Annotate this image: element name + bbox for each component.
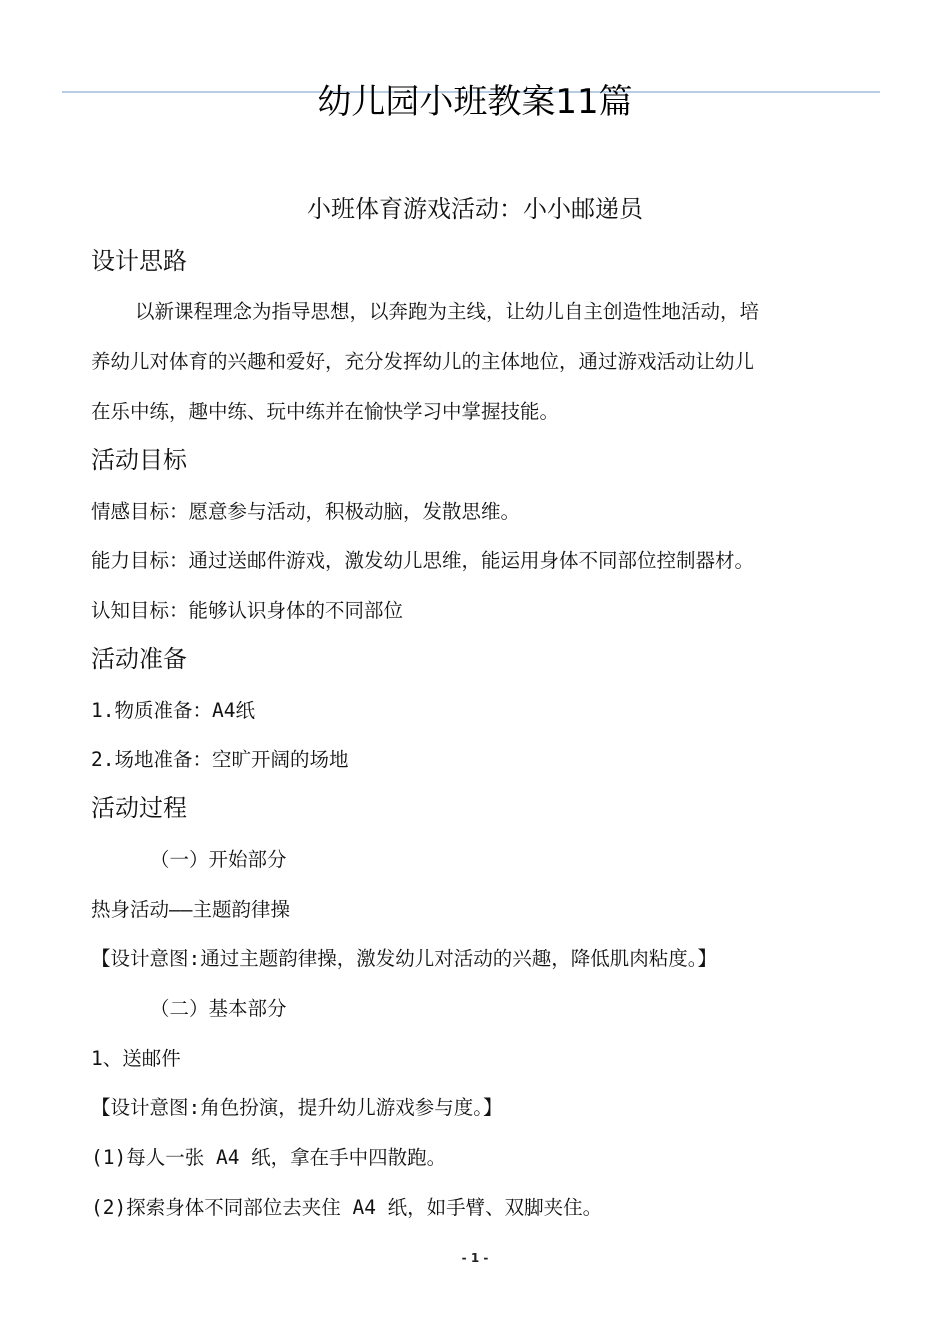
prep-line: 1.物质准备：A4纸 <box>91 699 255 722</box>
document-title: 幼儿园小班教案11篇 <box>317 82 633 122</box>
process-line: 【设计意图:角色扮演，提升幼儿游戏参与度。】 <box>91 1096 503 1119</box>
process-line: (1)每人一张 A4 纸，拿在手中四散跑。 <box>91 1146 447 1169</box>
goal-line: 情感目标：愿意参与活动，积极动脑，发散思维。 <box>91 500 521 523</box>
process-line: 热身活动——主题韵律操 <box>91 898 290 921</box>
process-subheading: （一）开始部分 <box>150 848 287 871</box>
goal-line: 认知目标：能够认识身体的不同部位 <box>91 599 404 622</box>
paragraph-line: 养幼儿对体育的兴趣和爱好，充分发挥幼儿的主体地位，通过游戏活动让幼儿 <box>91 350 755 373</box>
section-heading-prep: 活动准备 <box>91 645 187 673</box>
prep-line: 2.场地准备：空旷开阔的场地 <box>91 748 349 771</box>
section-heading-design: 设计思路 <box>91 247 187 275</box>
process-line: 【设计意图:通过主题韵律操，激发幼儿对活动的兴趣，降低肌肉粘度。】 <box>91 947 717 970</box>
paragraph-line: 在乐中练，趣中练、玩中练并在愉快学习中掌握技能。 <box>91 400 560 423</box>
process-line: 1、送邮件 <box>91 1047 181 1070</box>
paragraph-line: 以新课程理念为指导思想，以奔跑为主线，让幼儿自主创造性地活动，培 <box>135 300 760 323</box>
page-number: - 1 - <box>461 1251 489 1265</box>
section-heading-goals: 活动目标 <box>91 446 187 474</box>
lesson-title: 小班体育游戏活动：小小邮递员 <box>307 195 643 223</box>
section-heading-process: 活动过程 <box>91 794 187 822</box>
process-line: (2)探索身体不同部位去夹住 A4 纸，如手臂、双脚夹住。 <box>91 1196 603 1219</box>
process-subheading: （二）基本部分 <box>150 997 287 1020</box>
goal-line: 能力目标：通过送邮件游戏，激发幼儿思维，能运用身体不同部位控制器材。 <box>91 549 755 572</box>
